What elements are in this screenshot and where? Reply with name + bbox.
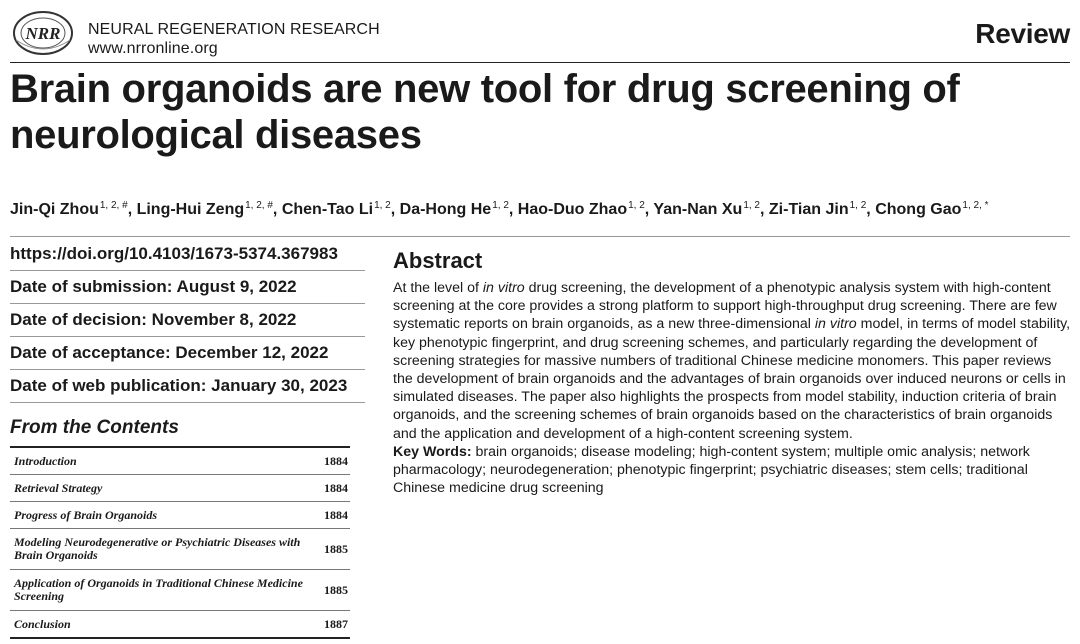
toc-item-label: Introduction xyxy=(14,453,77,468)
table-of-contents xyxy=(10,446,350,639)
toc-item[interactable] xyxy=(10,611,350,639)
toc-item-page: 1885 xyxy=(324,582,348,597)
toc-item-page: 1884 xyxy=(324,453,348,468)
toc-item[interactable] xyxy=(10,475,350,502)
toc-item-page: 1884 xyxy=(324,507,348,522)
keywords-text: brain organoids; disease modeling; high-content system; multiple omic analysis; network pharmacology; neurodegeneration; phenotypic fingerprint; psychiatric diseases; stem cells; traditional Chinese medicine drug screening xyxy=(393,443,1030,497)
author-name[interactable]: Zi-Tian Jin$^{1, 2}$ xyxy=(768,200,867,218)
author-name[interactable]: Yan-Nan Xu$^{1, 2}$ xyxy=(653,200,760,218)
author-list: Jin-Qi Zhou$^{1, 2, \#}$, Ling-Hui Zeng$^{1, 2, \#}$, Chen-Tao Li$^{1, 2}$, Da-Hong He$^{1, 2}$, Hao-Duo Zhao$^{1, 2}$, Yan-Nan Xu$^{1, 2}$, Zi-Tian Jin$^{1, 2}$, Chong Gao$^{1, 2, *}$ xyxy=(10,200,989,218)
author-name[interactable]: Ling-Hui Zeng$^{1, 2, \#}$ xyxy=(136,200,273,218)
date-acceptance: Date of acceptance: December 12, 2022 xyxy=(10,337,365,370)
article-title: Brain organoids are new tool for drug screening of neurological diseases xyxy=(10,67,960,157)
keywords-label: Key Words: xyxy=(393,443,472,460)
toc-item-page: 1884 xyxy=(324,480,348,495)
abstract-heading: Abstract xyxy=(393,248,483,273)
date-submission: Date of submission: August 9, 2022 xyxy=(10,271,365,304)
logo-text: NRR xyxy=(25,24,61,43)
nrr-logo-icon xyxy=(12,10,74,56)
toc-item[interactable] xyxy=(10,529,350,570)
toc-item-page: 1887 xyxy=(324,616,348,631)
divider xyxy=(10,236,1070,237)
author-name[interactable]: Jin-Qi Zhou$^{1, 2, \#}$ xyxy=(10,200,128,218)
abstract-text: At the level of in vitro drug screening, the development of a phenotypic analysis system with high-content screening at the core provides a strong platform to support high-throughput drug screening. There are few systematic reports on brain organoids, as a new three-dimensional in vitro model, in terms of model stability, key phenotypic fingerprint, and drug screening schemes, and particularly regarding the development of screening strategies for massive numbers of traditional Chinese medicine monomers. This paper reviews the development of brain organoids and the advantages of brain organoids over induced neurons or cells in simulated diseases. The paper also highlights the prospects from model stability, induction criteria of brain organoids, and the screening schemes of brain organoids based on the characteristics of brain organoids and the application and development of a high-content screening system. xyxy=(393,280,1071,442)
date-decision: Date of decision: November 8, 2022 xyxy=(10,304,365,337)
author-name[interactable]: Hao-Duo Zhao$^{1, 2}$ xyxy=(517,200,645,218)
keywords xyxy=(393,443,1073,498)
article-type-label: Review xyxy=(975,18,1070,49)
toc-item-label: Application of Organoids in Traditional Chinese Medicine Screening xyxy=(14,576,303,603)
divider xyxy=(10,62,1070,63)
doi-link[interactable]: https://doi.org/10.4103/1673-5374.367983 xyxy=(10,238,365,271)
journal-info xyxy=(88,20,380,58)
toc-item[interactable] xyxy=(10,448,350,475)
abstract-body xyxy=(393,279,1073,497)
journal-url[interactable]: www.nrronline.org xyxy=(88,40,218,57)
date-web-publication: Date of web publication: January 30, 2023 xyxy=(10,370,365,403)
toc-item-label: Modeling Neurodegenerative or Psychiatric Diseases with Brain Organoids xyxy=(14,535,301,562)
toc-item[interactable] xyxy=(10,570,350,611)
author-name[interactable]: Chong Gao$^{1, 2, *}$ xyxy=(875,200,989,218)
author-name[interactable]: Da-Hong He$^{1, 2}$ xyxy=(399,200,509,218)
article-meta xyxy=(10,238,365,403)
contents-title: From the Contents xyxy=(10,417,179,438)
journal-name: NEURAL REGENERATION RESEARCH xyxy=(88,21,380,38)
toc-item-label: Progress of Brain Organoids xyxy=(14,507,158,522)
toc-item-label: Retrieval Strategy xyxy=(14,480,103,495)
toc-item[interactable] xyxy=(10,502,350,529)
toc-item-label: Conclusion xyxy=(14,616,71,631)
toc-item-page: 1885 xyxy=(324,541,348,556)
author-name[interactable]: Chen-Tao Li$^{1, 2}$ xyxy=(281,200,391,218)
